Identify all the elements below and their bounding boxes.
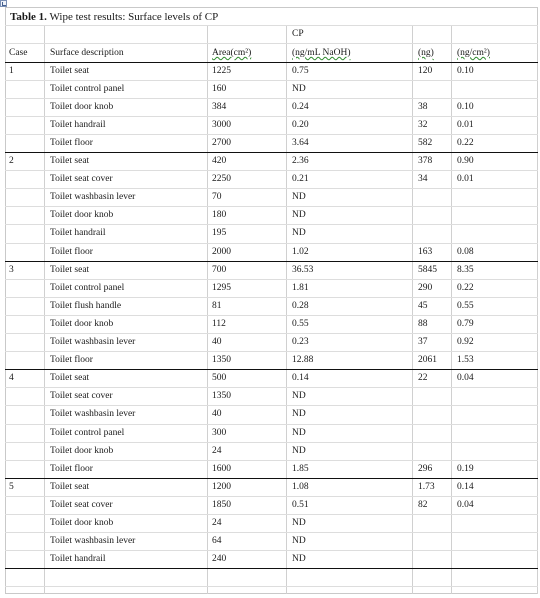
row-rule [5, 496, 538, 497]
row-rule [5, 25, 538, 26]
row-rule [5, 351, 538, 352]
table-cell-area: 112 [212, 318, 226, 329]
table-cell-cp-conc: 36.53 [292, 264, 314, 275]
table-cell-surface: Toilet door knob [50, 518, 114, 528]
table-cell-cp-density: 0.92 [457, 337, 474, 347]
table-cell-area: 1850 [212, 499, 231, 510]
column-rule [412, 25, 413, 594]
table-cell-cp-density: 0.14 [457, 481, 474, 492]
table-cell-surface: Toilet control panel [50, 282, 125, 293]
group-rule [5, 152, 538, 153]
group-rule [5, 62, 538, 63]
table-cell-cp-conc: ND [292, 445, 306, 456]
table-cell-cp-conc: ND [292, 409, 306, 420]
table-cell-area: 1600 [212, 463, 231, 474]
table-cell-cp-ng: 32 [418, 119, 428, 130]
table-cell-cp-density: 0.10 [457, 101, 474, 112]
table-cell-cp-conc: ND [292, 210, 306, 221]
table-cell-cp-conc: 0.75 [292, 65, 309, 76]
table-cell-surface: Toilet seat [50, 65, 90, 76]
row-rule [5, 442, 538, 443]
table-sheet [5, 7, 538, 594]
table-cell-area: 300 [212, 427, 227, 438]
table-cell-area: 195 [212, 228, 227, 239]
table-cell-surface: Toilet control panel [50, 427, 125, 438]
table-cell-surface: Toilet washbasin lever [50, 192, 136, 203]
table-cell-area: 1200 [212, 481, 231, 492]
table-cell-surface: Toilet washbasin lever [50, 409, 136, 420]
table-cell-area: 3000 [212, 119, 231, 130]
row-rule [5, 297, 538, 298]
table-cell-surface: Toilet seat cover [50, 174, 113, 185]
table-caption [10, 10, 218, 24]
table-cell-surface: Toilet seat [50, 264, 90, 275]
table-cell-surface: Toilet door knob [50, 101, 114, 112]
table-cell-cp-ng: 1.73 [418, 481, 435, 492]
table-cell-cp-density: 0.04 [457, 499, 474, 510]
table-cell-cp-ng: 582 [418, 137, 433, 148]
table-cell-area: 40 [212, 337, 222, 347]
table-cell-area: 2250 [212, 174, 231, 185]
table-cell-cp-ng: 88 [418, 318, 428, 329]
column-header-area: Area(cm²) [212, 48, 252, 59]
table-cell-cp-conc: ND [292, 391, 306, 402]
table-cell-area: 64 [212, 536, 222, 547]
table-cell-cp-density: 1.53 [457, 355, 474, 366]
group-rule [5, 568, 538, 569]
table-cell-cp-ng: 5845 [418, 264, 437, 275]
table-cell-surface: Toilet washbasin lever [50, 337, 136, 347]
column-rule [451, 25, 452, 594]
table-cell-cp-conc: 1.02 [292, 246, 309, 257]
table-cell-case: 4 [9, 373, 14, 384]
table-cell-area: 2700 [212, 137, 231, 148]
table-cell-surface: Toilet seat [50, 156, 90, 166]
table-cell-cp-conc: 3.64 [292, 137, 309, 148]
table-cell-surface: Toilet floor [50, 137, 93, 148]
cp-group-header: CP [292, 29, 304, 39]
column-header-cp-conc: (ng/mL NaOH) [292, 48, 351, 59]
table-cell-cp-ng: 34 [418, 174, 428, 185]
row-rule [5, 460, 538, 461]
table-cell-surface: Toilet seat [50, 373, 90, 384]
table-cell-area: 70 [212, 192, 222, 203]
table-cell-cp-density: 0.79 [457, 318, 474, 329]
table-cell-surface: Toilet seat cover [50, 391, 113, 402]
table-cell-cp-density: 0.10 [457, 65, 474, 76]
group-rule [5, 478, 538, 479]
table-cell-cp-ng: 120 [418, 65, 433, 76]
table-cell-cp-ng: 163 [418, 246, 433, 257]
row-rule [5, 279, 538, 280]
column-header-surface: Surface description [50, 48, 124, 59]
row-rule [5, 188, 538, 189]
table-cell-surface: Toilet door knob [50, 318, 114, 329]
table-cell-cp-conc: 0.14 [292, 373, 309, 384]
table-cell-surface: Toilet handrail [50, 119, 106, 130]
table-cell-surface: Toilet control panel [50, 83, 125, 94]
table-cell-area: 384 [212, 101, 227, 112]
table-cell-case: 3 [9, 264, 14, 275]
table-cell-area: 180 [212, 210, 227, 221]
row-rule [5, 405, 538, 406]
table-cell-cp-density: 0.19 [457, 463, 474, 474]
column-header-case: Case [9, 48, 28, 59]
table-cell-cp-conc: 0.24 [292, 101, 309, 112]
table-cell-cp-conc: 0.51 [292, 499, 309, 510]
table-cell-cp-conc: 12.88 [292, 355, 314, 366]
table-cell-area: 1350 [212, 391, 231, 402]
table-cell-cp-ng: 38 [418, 101, 428, 112]
row-rule [5, 586, 538, 587]
table-cell-cp-conc: 2.36 [292, 156, 309, 166]
table-cell-cp-conc: 1.08 [292, 481, 309, 492]
table-cell-cp-conc: 0.21 [292, 174, 309, 185]
table-cell-surface: Toilet washbasin lever [50, 536, 136, 547]
table-cell-cp-density: 0.22 [457, 137, 474, 148]
column-header-cp-density: (ng/cm²) [457, 48, 490, 59]
table-cell-cp-density: 0.22 [457, 282, 474, 293]
table-cell-surface: Toilet flush handle [50, 300, 122, 311]
table-cell-cp-conc: 0.28 [292, 300, 309, 311]
table-cell-case: 2 [9, 156, 14, 166]
column-header-cp-ng: (ng) [418, 48, 434, 59]
table-cell-area: 1350 [212, 355, 231, 366]
table-cell-area: 40 [212, 409, 222, 420]
row-rule [5, 80, 538, 81]
row-rule [5, 43, 538, 44]
table-cell-cp-ng: 45 [418, 300, 428, 311]
table-cell-cp-density: 0.55 [457, 300, 474, 311]
table-cell-surface: Toilet floor [50, 463, 93, 474]
table-cell-cp-ng: 37 [418, 337, 428, 347]
table-cell-area: 1295 [212, 282, 231, 293]
table-cell-cp-conc: 0.20 [292, 119, 309, 130]
row-rule [5, 243, 538, 244]
table-cell-surface: Toilet floor [50, 355, 93, 366]
table-cell-area: 240 [212, 554, 227, 565]
table-cell-area: 24 [212, 445, 222, 456]
row-rule [5, 424, 538, 425]
table-cell-surface: Toilet seat [50, 481, 90, 492]
table-cell-cp-ng: 2061 [418, 355, 437, 366]
row-rule [5, 387, 538, 388]
table-cell-case: 1 [9, 65, 14, 76]
table-cell-cp-conc: 1.81 [292, 282, 309, 293]
column-rule [537, 25, 538, 594]
group-rule [5, 261, 538, 262]
row-rule [5, 315, 538, 316]
table-cell-area: 81 [212, 300, 222, 311]
table-cell-case: 5 [9, 481, 14, 492]
table-cell-area: 2000 [212, 246, 231, 257]
table-cell-cp-conc: ND [292, 228, 306, 239]
table-cell-area: 420 [212, 156, 227, 166]
group-rule [5, 369, 538, 370]
anchor-icon [0, 0, 7, 7]
column-rule [44, 25, 45, 594]
table-cell-area: 1225 [212, 65, 231, 76]
row-rule [5, 333, 538, 334]
caption-text: Wipe test results: Surface levels of CP [46, 11, 219, 23]
row-rule [5, 532, 538, 533]
row-rule [5, 224, 538, 225]
table-cell-cp-conc: ND [292, 554, 306, 565]
table-cell-surface: Toilet handrail [50, 228, 106, 239]
table-cell-area: 160 [212, 83, 227, 94]
table-cell-cp-ng: 82 [418, 499, 428, 510]
table-cell-surface: Toilet door knob [50, 445, 114, 456]
caption-label: Table 1. [10, 11, 47, 23]
table-cell-cp-density: 0.08 [457, 246, 474, 257]
row-rule [5, 514, 538, 515]
table-cell-surface: Toilet door knob [50, 210, 114, 221]
table-cell-cp-ng: 290 [418, 282, 433, 293]
row-rule [5, 170, 538, 171]
table-cell-surface: Toilet handrail [50, 554, 106, 565]
table-cell-cp-density: 0.01 [457, 119, 474, 130]
table-cell-cp-conc: 1.85 [292, 463, 309, 474]
table-cell-cp-conc: ND [292, 518, 306, 528]
row-rule [5, 206, 538, 207]
table-cell-area: 500 [212, 373, 227, 384]
column-rule [286, 25, 287, 594]
table-cell-cp-ng: 378 [418, 156, 433, 166]
table-cell-cp-conc: ND [292, 192, 306, 203]
table-cell-area: 24 [212, 518, 222, 528]
table-cell-cp-density: 0.90 [457, 156, 474, 166]
table-cell-cp-density: 0.04 [457, 373, 474, 384]
table-cell-cp-ng: 296 [418, 463, 433, 474]
column-rule [207, 25, 208, 594]
table-cell-cp-conc: 0.23 [292, 337, 309, 347]
table-cell-cp-ng: 22 [418, 373, 428, 384]
table-cell-area: 700 [212, 264, 227, 275]
table-cell-surface: Toilet floor [50, 246, 93, 257]
table-cell-surface: Toilet seat cover [50, 499, 113, 510]
row-rule [5, 116, 538, 117]
row-rule [5, 98, 538, 99]
table-cell-cp-conc: 0.55 [292, 318, 309, 329]
table-cell-cp-density: 8.35 [457, 264, 474, 275]
row-rule [5, 550, 538, 551]
table-cell-cp-density: 0.01 [457, 174, 474, 185]
table-cell-cp-conc: ND [292, 536, 306, 547]
table-cell-cp-conc: ND [292, 83, 306, 94]
row-rule [5, 134, 538, 135]
table-cell-cp-conc: ND [292, 427, 306, 438]
